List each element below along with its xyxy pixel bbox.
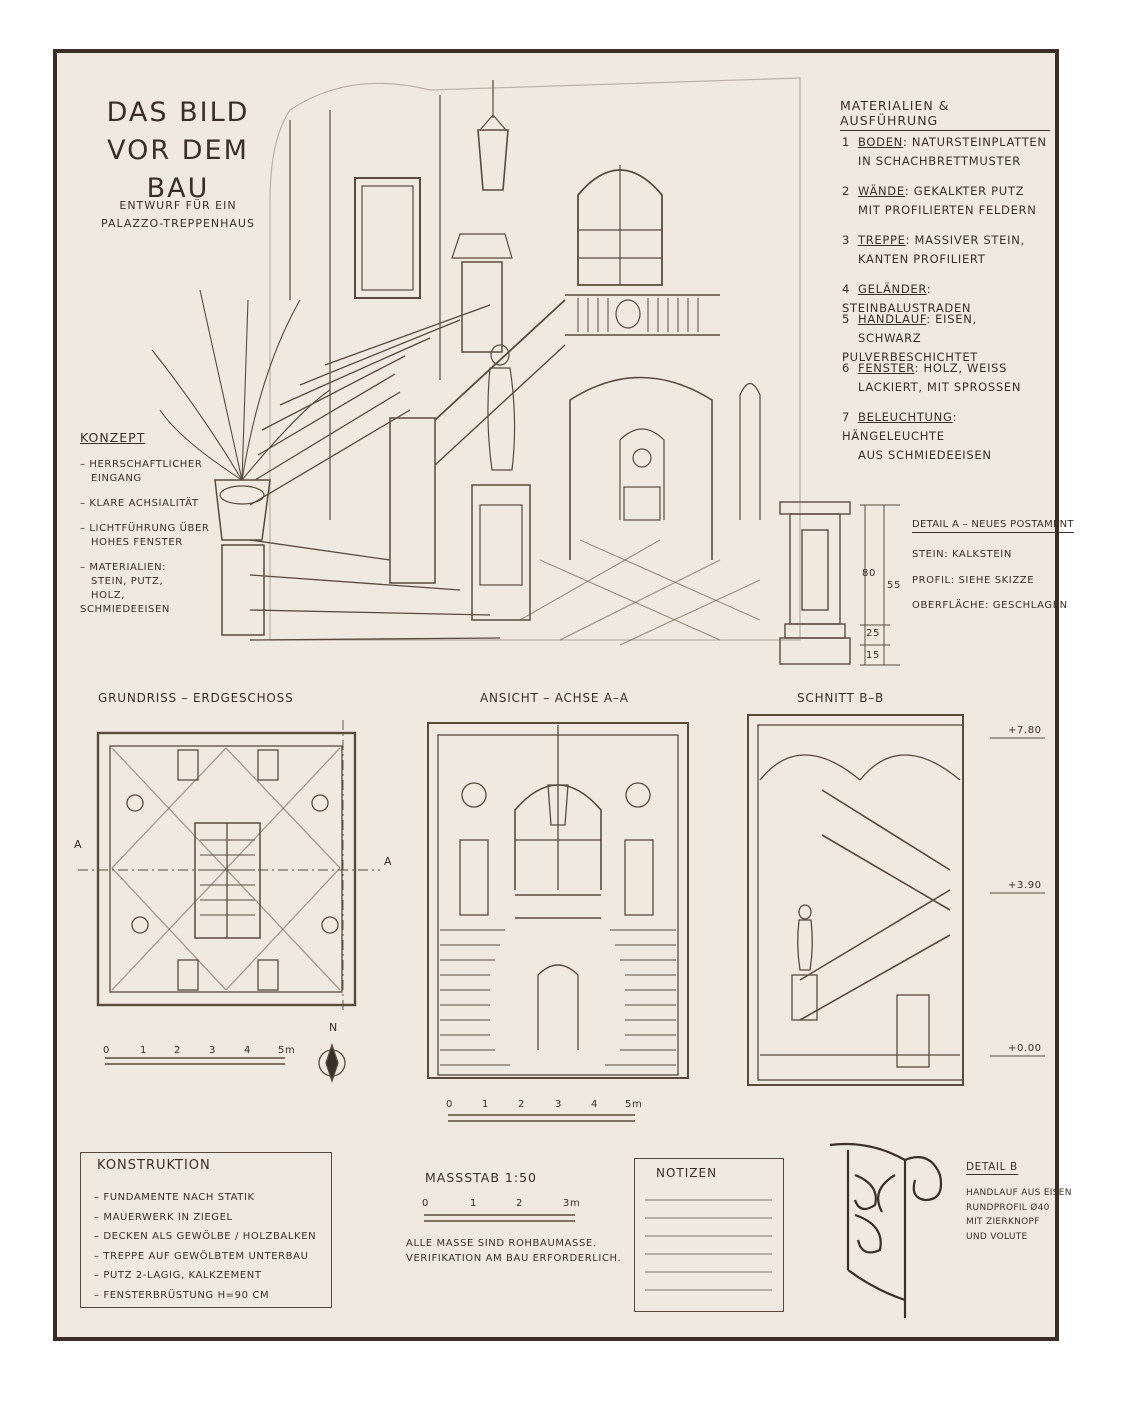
materials-item-3: 3 TREPPE: MASSIVER STEIN, KANTEN PROFILIERT bbox=[842, 233, 1025, 266]
materials-item-5: 5 HANDLAUF: EISEN, SCHWARZ PULVERBESCHICHTET bbox=[842, 312, 979, 364]
massstab-scale-2: 2 bbox=[516, 1198, 523, 1209]
detail-b-line-2: RUNDPROFIL Ø40 bbox=[966, 1202, 1050, 1213]
detail-a-heading: DETAIL A – NEUES POSTAMENT bbox=[912, 519, 1074, 533]
detail-b-line-1: HANDLAUF AUS EISEN bbox=[966, 1188, 1072, 1198]
concept-item-4: – MATERIALIEN: STEIN, PUTZ, HOLZ, SCHMIEDEEISEN bbox=[80, 562, 170, 615]
massstab-note-2: VERIFIKATION AM BAU ERFORDERLICH. bbox=[406, 1253, 622, 1264]
construction-item-2: – MAUERWERK IN ZIEGEL bbox=[94, 1211, 233, 1223]
materials-item-4: 4 GELÄNDER: STEINBALUSTRADEN bbox=[842, 282, 972, 315]
concept-item-3: – LICHTFÜHRUNG ÜBER HOHES FENSTER bbox=[80, 523, 210, 548]
detail-b-line-3: MIT ZIERKNOPF bbox=[966, 1217, 1040, 1227]
concept-list bbox=[80, 458, 210, 617]
elevation-scale-3: 3 bbox=[555, 1099, 562, 1110]
section-mark-right: A bbox=[384, 855, 393, 868]
massstab-scale-0: 0 bbox=[422, 1198, 429, 1209]
construction-item-3: – DECKEN ALS GEWÖLBE / HOLZBALKEN bbox=[94, 1231, 317, 1242]
construction-item-6: – FENSTERBRÜSTUNG H=90 CM bbox=[94, 1289, 270, 1301]
level-000: +0.00 bbox=[1008, 1043, 1042, 1054]
concept-item-2: – KLARE ACHSIALITÄT bbox=[80, 498, 199, 509]
detail-b-text bbox=[966, 1186, 1072, 1244]
construction-item-4: – TREPPE AUF GEWÖLBTEM UNTERBAU bbox=[94, 1250, 309, 1262]
massstab-heading: MASSSTAB 1:50 bbox=[425, 1170, 537, 1185]
plan-scale-5: 5m bbox=[278, 1045, 296, 1056]
elevation-scale-1: 1 bbox=[482, 1099, 489, 1110]
north-label: N bbox=[329, 1021, 338, 1034]
concept-item-1: – HERRSCHAFTLICHER EINGANG bbox=[80, 459, 203, 484]
materials-heading: MATERIALIEN & AUSFÜHRUNG bbox=[840, 98, 1050, 131]
elevation-scale-0: 0 bbox=[446, 1099, 453, 1110]
section-mark-left: A bbox=[74, 838, 83, 851]
materials-list bbox=[842, 133, 1057, 462]
materials-item-6: 6 FENSTER: HOLZ, WEISS LACKIERT, MIT SPROSSEN bbox=[842, 361, 1022, 394]
detail-a-line-1: STEIN: KALKSTEIN bbox=[912, 549, 1012, 560]
level-390: +3.90 bbox=[1008, 880, 1042, 891]
level-780: +7.80 bbox=[1008, 725, 1042, 736]
notes-heading: NOTIZEN bbox=[656, 1166, 718, 1180]
detail-b-line-4: UND VOLUTE bbox=[966, 1231, 1028, 1242]
elevation-scale-2: 2 bbox=[518, 1099, 525, 1110]
massstab-note-1: ALLE MASSE SIND ROHBAUMASSE. bbox=[406, 1238, 597, 1249]
construction-item-5: – PUTZ 2-LAGIG, KALKZEMENT bbox=[94, 1270, 262, 1281]
notes-box bbox=[634, 1158, 784, 1312]
elevation-scale-4: 4 bbox=[591, 1099, 598, 1110]
plan-scale-4: 4 bbox=[244, 1045, 251, 1056]
massstab-scale-3: 3m bbox=[563, 1198, 581, 1209]
dim-15: 15 bbox=[866, 650, 880, 661]
subtitle-line-2: PALAZZO-TREPPENHAUS bbox=[101, 217, 255, 230]
detail-a-line-3: OBERFLÄCHE: GESCHLAGEN bbox=[912, 600, 1068, 611]
plan-scale-1: 1 bbox=[140, 1045, 147, 1056]
elevation-scale-5: 5m bbox=[625, 1099, 643, 1110]
construction-heading: KONSTRUKTION bbox=[97, 1158, 211, 1173]
construction-item-1: – FUNDAMENTE NACH STATIK bbox=[94, 1192, 255, 1203]
materials-item-2: 2 WÄNDE: GEKALKTER PUTZ MIT PROFILIERTEN FELDERN bbox=[842, 184, 1037, 217]
materials-item-1: 1 BODEN: NATURSTEINPLATTEN IN SCHACHBRETTMUSTER bbox=[842, 135, 1047, 168]
title-line-1: DAS BILD bbox=[106, 97, 250, 128]
dim-80: 80 bbox=[862, 568, 876, 579]
plan-scale-3: 3 bbox=[209, 1045, 216, 1056]
massstab-scale-1: 1 bbox=[470, 1198, 477, 1209]
dim-25: 25 bbox=[866, 628, 880, 639]
materials-item-7: 7 BELEUCHTUNG: HÄNGELEUCHTE AUS SCHMIEDEEISEN bbox=[842, 410, 992, 462]
detail-a-line-2: PROFIL: SIEHE SKIZZE bbox=[912, 575, 1035, 586]
elevation-heading: ANSICHT – ACHSE A–A bbox=[480, 691, 629, 705]
plan-scale-0: 0 bbox=[103, 1045, 110, 1056]
dim-55: 55 bbox=[887, 580, 901, 591]
plan-heading: GRUNDRISS – ERDGESCHOSS bbox=[98, 691, 294, 705]
plan-scale-2: 2 bbox=[174, 1045, 181, 1056]
section-heading: SCHNITT B–B bbox=[797, 691, 885, 705]
subtitle-line-1: ENTWURF FÜR EIN bbox=[119, 199, 237, 212]
detail-b-heading: DETAIL B bbox=[966, 1161, 1018, 1173]
title-line-2: VOR DEM BAU bbox=[107, 135, 249, 204]
concept-heading: KONZEPT bbox=[80, 430, 146, 445]
construction-list bbox=[94, 1188, 316, 1305]
